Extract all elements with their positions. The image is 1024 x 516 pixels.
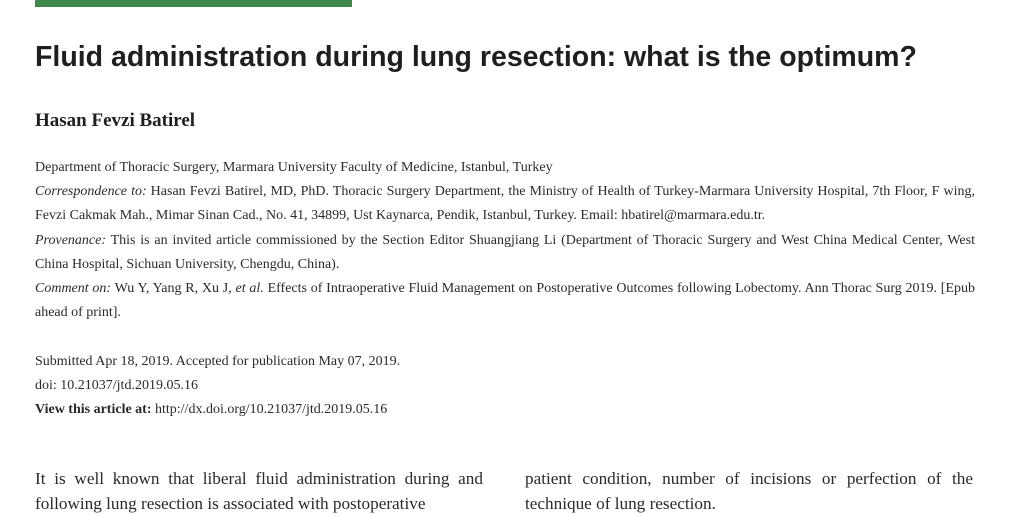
article-title: Fluid administration during lung resection: what is the optimum?	[35, 41, 917, 73]
submission-dates: Submitted Apr 18, 2019. Accepted for publication May 07, 2019.	[35, 354, 401, 369]
article-metadata	[35, 156, 975, 325]
comment-authors: Wu Y, Yang R, Xu J,	[111, 281, 236, 297]
comment-etal: et al.	[235, 281, 264, 297]
body-column-right	[525, 467, 973, 516]
body-paragraph: patient condition, number of incisions or perfection of the technique of lung resection.	[525, 469, 973, 513]
view-label: View this article at:	[35, 402, 152, 418]
correspondence	[35, 180, 975, 228]
journal-header-bar	[35, 0, 352, 7]
correspondence-label: Correspondence to:	[35, 184, 147, 200]
provenance	[35, 229, 975, 277]
provenance-label: Provenance:	[35, 232, 106, 248]
provenance-text: This is an invited article commissioned by the Section Editor Shuangjiang Li (Department of Thoracic Surgery and West China Medical Center, West China Hospital, Sichuan University, Chengdu, China).	[35, 232, 975, 272]
comment-label: Comment on:	[35, 281, 112, 297]
author-name: Hasan Fevzi Batirel	[35, 110, 196, 131]
doi: doi: 10.21037/jtd.2019.05.16	[35, 378, 198, 394]
publication-info	[35, 350, 400, 423]
body-column-left	[35, 467, 483, 516]
view-article	[35, 398, 400, 422]
comment-text: Effects of Intraoperative Fluid Management on Postoperative Outcomes following Lobectomy. Ann Thorac Surg 2019. [Epub ahead of print].	[35, 281, 976, 321]
affiliation: Department of Thoracic Surgery, Marmara University Faculty of Medicine, Istanbul, Turkey	[35, 160, 553, 175]
article-url[interactable]: http://dx.doi.org/10.21037/jtd.2019.05.16	[151, 402, 388, 418]
body-paragraph: It is well known that liberal fluid administration during and following lung resection is associated with postoperative	[35, 469, 483, 513]
correspondence-text: Hasan Fevzi Batirel, MD, PhD. Thoracic Surgery Department, the Ministry of Health of Turkey-Marmara University Hospital, 7th Floor, F wing, Fevzi Cakmak Mah., Mimar Sinan Cad., No. 41, 34899, Ust Kaynarca, Pendik, Istanbul, Turkey. Email: hbatirel@marmara.edu.tr.	[35, 184, 975, 224]
comment-on	[35, 277, 975, 325]
